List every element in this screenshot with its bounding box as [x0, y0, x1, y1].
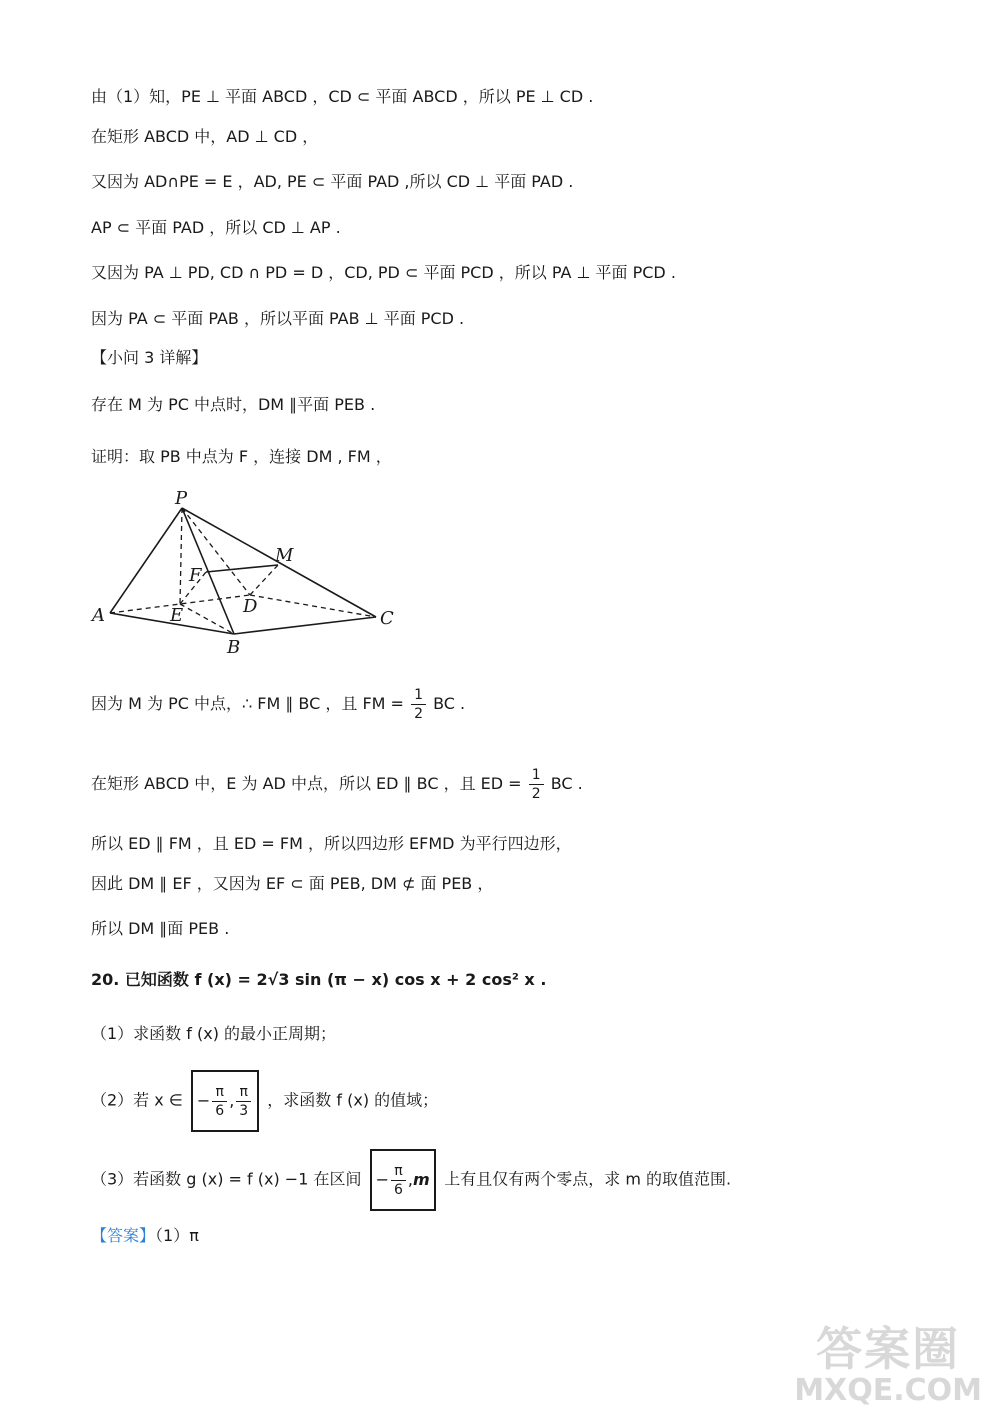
watermark-url: MXQE.COM: [794, 1373, 982, 1408]
proof-line-ed-tail: BC .: [550, 774, 583, 793]
fraction-denominator: 3: [239, 1103, 249, 1119]
solution-line-5: 又因为 PA ⊥ PD, CD ∩ PD = D ，CD, PD ⊂ 平面 PCD ，所以 PA ⊥ 平面 PCD .: [91, 263, 676, 282]
label-E: E: [170, 605, 184, 626]
fraction-one-half: [411, 686, 426, 723]
proof-line-12: 所以 ED ∥ FM ，且 ED = FM ，所以四边形 EFMD 为平行四边形，: [91, 834, 572, 853]
proof-intro-line: 证明：取 PB 中点为 F ，连接 DM , FM ，: [91, 447, 392, 466]
pyramid-figure: [88, 485, 418, 660]
question-20-part2-tail: ，求函数 f (x) 的值域；: [267, 1090, 439, 1110]
section-heading-part3: 【小问 3 详解】: [91, 348, 208, 367]
edge-PA: [110, 508, 182, 613]
interval-to-m: [370, 1149, 437, 1211]
fraction-denominator: 6: [393, 1182, 403, 1198]
question-20-part2: [91, 1070, 438, 1132]
label-P: P: [175, 488, 188, 509]
solution-line-4: AP ⊂ 平面 PAD ，所以 CD ⊥ AP .: [91, 218, 341, 237]
label-C: C: [380, 608, 394, 629]
fraction-denominator: 2: [414, 706, 423, 722]
edge-BC: [234, 617, 376, 634]
comma: ,: [407, 1170, 413, 1189]
minus-sign: −: [196, 1091, 211, 1110]
answer-line: [91, 1225, 199, 1247]
proof-line-fm-text: 因为 M 为 PC 中点，∴ FM ∥ BC ，且 FM =: [91, 694, 404, 713]
question-20-stem: 20. 已知函数 f (x) = 2√3 sin (π − x) cos x + 2 cos² x .: [91, 970, 547, 989]
question-20-part3: [91, 1149, 731, 1211]
variable-m: m: [413, 1170, 431, 1189]
label-A: A: [92, 605, 105, 626]
question-20-part3-tail: 上有且仅有两个零点，求 m 的取值范围.: [444, 1169, 732, 1189]
closed-interval: [191, 1070, 259, 1132]
fraction-numerator: π: [236, 1083, 251, 1102]
minus-sign: −: [375, 1170, 389, 1189]
fraction-numerator: 1: [411, 686, 426, 705]
proof-line-fm-tail: BC .: [433, 694, 466, 713]
label-B: B: [227, 637, 241, 658]
fraction-numerator: 1: [529, 766, 544, 785]
watermark: [794, 1324, 982, 1408]
fraction-numerator: π: [212, 1083, 227, 1102]
solution-line-3: 又因为 AD∩PE = E ，AD, PE ⊂ 平面 PAD ,所以 CD ⊥ 平面 PAD .: [91, 172, 574, 191]
fraction-numerator: π: [391, 1162, 406, 1181]
fraction-pi-over-3: [236, 1083, 251, 1120]
question-20-part2-text: （2）若 x ∈: [91, 1090, 183, 1110]
label-M: M: [275, 545, 294, 566]
solution-line-6: 因为 PA ⊂ 平面 PAB ，所以平面 PAB ⊥ 平面 PCD .: [91, 309, 465, 328]
label-F: F: [189, 565, 202, 586]
proof-line-13: 因此 DM ∥ EF ，又因为 EF ⊂ 面 PEB, DM ⊄ 面 PEB ，: [91, 874, 494, 893]
fraction-one-half: [529, 766, 544, 803]
watermark-logo: 答案圈: [816, 1322, 961, 1376]
segment-DM: [250, 565, 278, 595]
question-20-part1: （1）求函数 f (x) 的最小正周期；: [91, 1024, 337, 1043]
question-20-part3-text: （3）若函数 g (x) = f (x) −1 在区间: [91, 1169, 362, 1189]
solution-line-1: 由（1）知，PE ⊥ 平面 ABCD ，CD ⊂ 平面 ABCD ，所以 PE ⊥ CD .: [91, 87, 594, 106]
answer-text: （1）π: [155, 1226, 199, 1245]
segment-PE: [180, 508, 182, 604]
proof-line-fm: [91, 686, 465, 723]
label-D: D: [243, 596, 258, 617]
solution-line-8: 存在 M 为 PC 中点时，DM ∥平面 PEB .: [91, 395, 376, 414]
fraction-pi-over-6: [391, 1162, 406, 1199]
comma: ,: [229, 1091, 235, 1110]
fraction-pi-over-6: [212, 1083, 227, 1120]
solution-line-2: 在矩形 ABCD 中，AD ⊥ CD ，: [91, 127, 319, 146]
fraction-denominator: 6: [215, 1103, 225, 1119]
segment-FM: [206, 565, 278, 572]
answer-label: 【答案】: [91, 1226, 156, 1245]
proof-line-14: 所以 DM ∥面 PEB .: [91, 919, 230, 938]
proof-line-ed-text: 在矩形 ABCD 中，E 为 AD 中点，所以 ED ∥ BC ，且 ED =: [91, 774, 522, 793]
proof-line-ed: [91, 766, 583, 803]
fraction-denominator: 2: [531, 786, 541, 802]
